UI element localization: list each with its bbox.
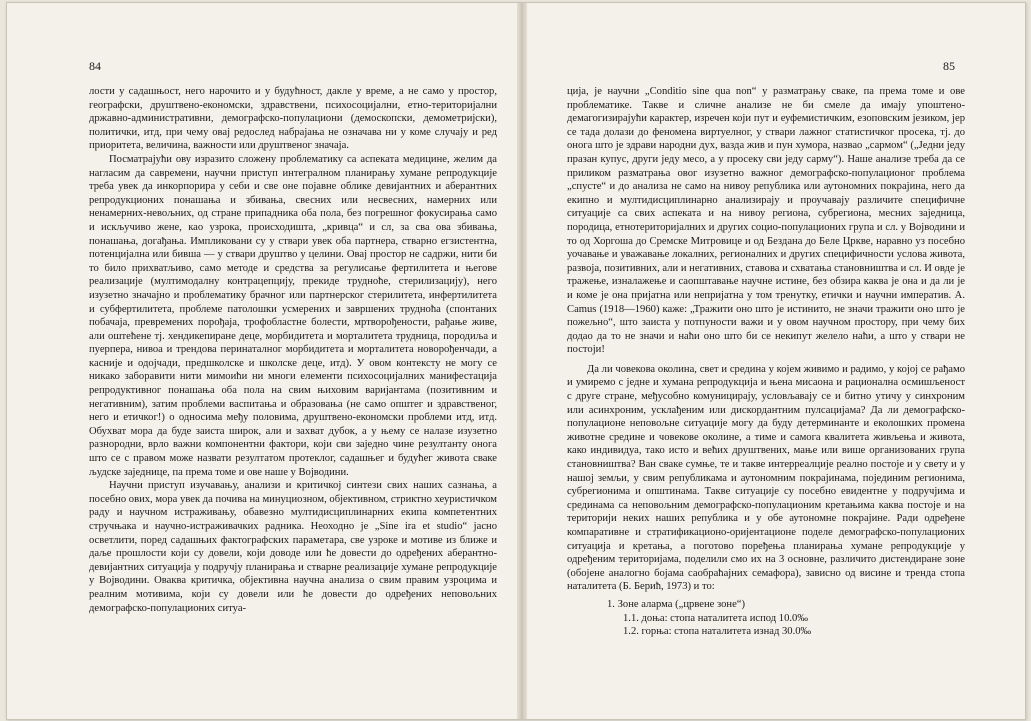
paragraph: Да ли човекова околина, свет и средина у којем живимо и радимо, у којој се рађамо и умиремо с једне и хумана репродукција и њена мисаона и рационална осмишљеност с друге стране, међусобно комуницирају, условљавају се и битно утичу у синхроним или асинхроним, усклађеним или дискордантним пулсацијама? Да ли демографско-популационе неповољне ситуације могу да буду детерминанте и еколошких промена животне средине и човекове околине, а тиме и самога квалитета живљења и живота, како индивидуа, тако исто и већих друштвених, мање или више организованих група становништва? Ван сваке сумње, те и такве интерреалције реално постоје и у свету и у нашој земљи, у свим републикама и аутономним покрајинама, појединим регионима, субрегионима и општинама. Такве ситуације су посебно евидентне у подручјима и срединама са неповољним демографско-популационим кретањима каква постоје и на територији неких наших република и у обе аутономне покрајине. Ради одређене компаративне и стратификационо-оријентационе поделе демографско-популационих ситуација и кретања, а поготово поређења планирања хумане репродукције у одређеним територијама, поделили смо их на 3 основне, различито дистендиране зоне (обојене аналогно бојама саобраћајних семафора), зависно од висине и тренда стопа наталитета (Б. Берић, 1973) и то: <box>567 363 965 593</box>
paragraph: Научни приступ изучавању, анализи и критичкој синтези свих наших сазнања, а посебно ових, мора увек да почива на минуциозном, објективном, стриктно хеуристичком раду и научном истраживању, обавезно мултидисциплинарних екипа компетентних стручњака и научно-истраживачких радника. Неоходно је „Sine ira et studio“ јасно осветлити, поред садашњих фактографских параметара, све узроке и мотиве из ближе и даље прошлости који су довели, који доводе или ће довести до одређених аберантно-девијантних ситуација у подручју планирања и стварне реализације хумане репродукције у Војводини. Оваква критичка, објективна научна анализа о свим правим узроцима и реалним мотивима, који су довели или ће довести до одређених неповољних демографско-популационих ситуа- <box>89 480 497 614</box>
book-gutter <box>517 3 527 719</box>
page-body <box>89 85 497 615</box>
book-spread <box>6 2 1026 720</box>
page-number: 84 <box>89 59 101 73</box>
zone-list <box>567 598 965 639</box>
left-page <box>7 3 517 719</box>
list-item: 1.1. доња: стопа наталитета испод 10.0‰ <box>623 612 808 624</box>
list-item: 1. Зоне аларма („црвене зоне“) <box>607 598 745 610</box>
paragraph: Посматрајући ову изразито сложену проблематику са аспеката медицине, желим да нагласим да савремени, научни приступ интегралном планирању хумане репродукције треба увек да инкорпорира у себи и све оне појавне облике девијантних и аберантних репродукционих понашања и збивања, свесних или несвесних, намерних или ненамерних-невољних, од стране припадника оба пола, без погрешног фокусирања само и искључиво жене, као узрока, происходишта, „кривца“ и сл, за сва ова збивања, понашања, догађања. Импликовани су у ствари увек оба партнера, стварно егзистентна, потенцијална или бивша — у ствари друштво у целини. Овај простор не садржи, нити би то било прихватљиво, само методе и средства за регулисање фертилитета и његове реализације (мултимодалну контрацепцију, прекиде трудноће, стерилизацију), него изузетно значајно и проблематику брачног или партнерског стерилитета, инфертилитета и субфертилитета, проблеме патолошки усмерених и завршених трудноћа (спонтаних побачаја, превремених порођаја, трофобластне болести, мртворођености, рађање живе, али оштећене тј. хендикепиране деце, морбидитета и морталитета трудница, породиља и пуерпера, нивоа и трендова перинаталног морбидитета и морталитета новорођенчади, а касније и одојчади, предшколске и школске деце, итд). У овом контексту не могу се никако заборавити нити мимоићи ни многи елементи психосоцијалних манифестација репродуктивног понашања оба пола на свим њиховим варијантама (позитивним и негативним), затим проблеми васпитања и образовања (не само општег и здравственог, него и етичког!) о односима међу половима, друштвено-економски проблеми итд, итд. Обухват мора да буде заиста широк, али и захват дубок, а у њему се налазе изузетно разнородни, врло важни компонентни фактори, који сви заједно чине резултанту онога што се с правом може назвати резултатом протеклог, садашњег и будућег живота сваке људске заједнице, па према томе и ове наше у Војводини. <box>89 153 497 478</box>
right-page <box>527 3 1025 719</box>
list-item: 1.2. горња: стопа наталитета изнад 30.0‰ <box>623 626 812 638</box>
paragraph: ција, је научни „Conditio sine qua non“ у разматрању сваке, па према томе и ове проблематике. Такве и сличне анализе не би смеле да имају упоштено-демагогизирајући карактер, изречен који пут и еуфемистичким, езоповским језиком, јер се тада долази до феномена виртуелног, у ствари лажног статистичког просека, тј. до онога што је здрави народни дух, вазда жив и пун хумора, назвао „сармом“ („Једни једу празан купус, други једу месо, а у просеку сви једу сарму“). Наше анализе треба да се приликом разматрања овог изузетно важног демографско-популационог проблема „спусте“ и до анализа не само на нивоу република или аутономних покрајина, него да екипно и мултидисциплинарно анализирају и проучавају различите специфичне ситуације са свих аспеката и на нивоу региона, субрегиона, месних заједница, породица, етнотериторијалних и других социо-популационих група и сл. у Војводини и то од Хоргоша до Сремске Митровице и од Бездана до Беле Цркве, наравно уз посебно уочавање и уважавање локалних, регионалних и других специфичности услова живота, развоја, позитивних, али и негативних, ставова и схватања становништва и сл. И овде је тражење, изналажење и саопштавање научне истине, без обзира каква је она и да ли је и коме је она пријатна или непријатна у том тренутку, етички и научни императив. А. Camus (1918—1960) каже: „Тражити оно што је истинито, не значи тражити оно што је пожељно“, што заиста у потпуности важи и у овом научном простору, при чему бих додао да то не значи и наћи оно што би се некипут желело наћи, а што у ствари не постоји! <box>567 86 965 356</box>
page-number: 85 <box>943 59 955 73</box>
page-body <box>567 85 965 639</box>
paragraph: лости у садашњост, него нарочито и у будућност, дакле у време, а не само у простор, географски, друштвено-економски, здравствени, психосоцијални, етно-територијални државно-административни, демографско-популациони (демоскопски, демометријски), политички, итд, при чему овај редослед набрајања не означава ни у коме случају и ред приоритета, величина, важности или друштвеног значаја. <box>89 86 497 152</box>
